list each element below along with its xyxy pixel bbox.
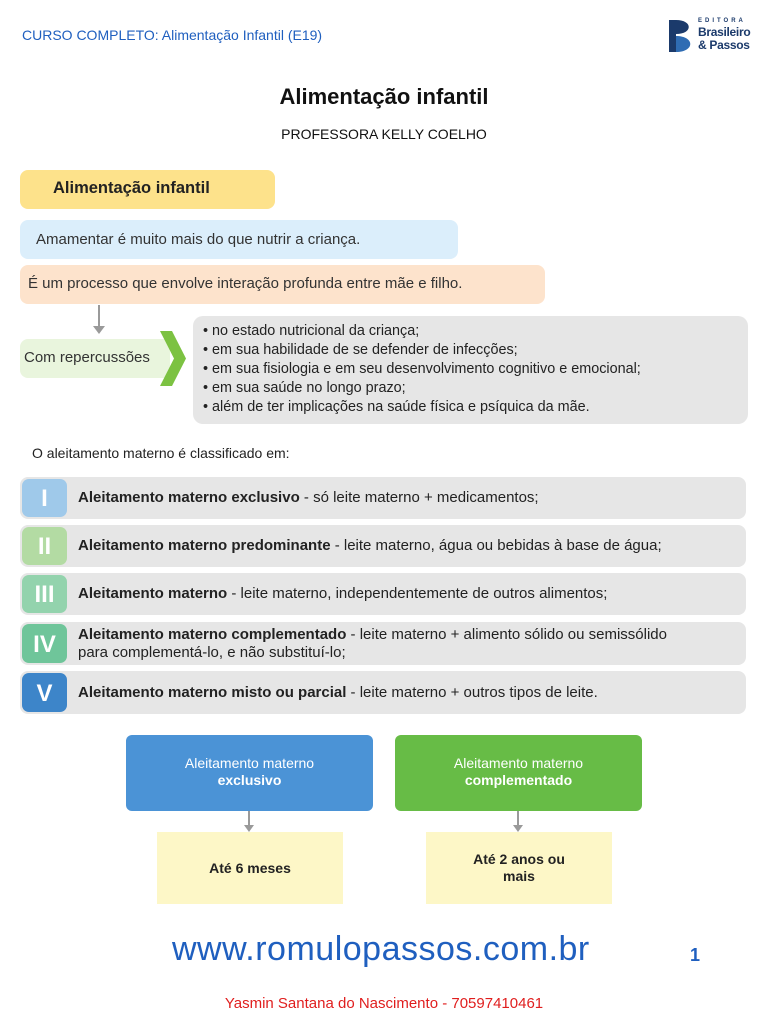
classification-text [78, 626, 678, 662]
page-title: Alimentação infantil [279, 84, 489, 109]
classification-text [78, 537, 662, 555]
classification-description: - leite materno + alimento sólido ou semissólido para complementá-lo, e não substituí-lo; [78, 626, 667, 661]
classification-term: Aleitamento materno predominante [78, 537, 331, 554]
classification-text [78, 585, 607, 603]
repercussion-item: • em sua fisiologia e em seu desenvolvimento cognitivo e emocional; [203, 361, 641, 377]
numeral-badge: I [22, 479, 67, 517]
repercussions-label-box: Com repercussões [20, 339, 170, 378]
flow-box-line2: exclusivo [217, 772, 282, 788]
flow-box-exclusive [126, 735, 373, 811]
flow-box-complemented [395, 735, 642, 811]
classification-intro: O aleitamento materno é classificado em: [32, 445, 290, 461]
classification-description: - só leite materno + medicamentos; [299, 489, 539, 506]
classification-description: - leite materno + outros tipos de leite. [346, 684, 598, 701]
classification-text [78, 489, 539, 507]
result-line1: Até 2 anos ou [473, 851, 565, 867]
flow-box-line1: Aleitamento materno [184, 755, 315, 771]
owner-watermark: Yasmin Santana do Nascimento - 70597410461 [224, 995, 544, 1012]
statement-box-2: É um processo que envolve interação profunda entre mãe e filho. [20, 265, 545, 304]
classification-term: Aleitamento materno exclusivo [78, 489, 300, 506]
classification-term: Aleitamento materno complementado [78, 626, 347, 643]
numeral-badge: II [22, 527, 67, 565]
classification-description: - leite materno, independentemente de outros alimentos; [227, 585, 608, 602]
classification-row-3 [20, 573, 746, 615]
arrow-down-icon [244, 825, 254, 832]
logo-editora-text: EDITORA [698, 18, 746, 24]
logo-mark-icon [669, 18, 695, 52]
arrow-down-icon [93, 326, 105, 334]
classification-row-4 [20, 622, 746, 665]
statement-box-1: Amamentar é muito mais do que nutrir a criança. [20, 220, 458, 259]
classification-description: - leite materno, água ou bebidas à base de água; [330, 537, 662, 554]
classification-term: Aleitamento materno [78, 585, 228, 602]
numeral-badge: III [22, 575, 67, 613]
publisher-logo [669, 18, 749, 54]
result-box-complemented [426, 832, 612, 904]
numeral-badge: IV [22, 624, 67, 663]
result-box-exclusive: Até 6 meses [157, 832, 343, 904]
classification-text [78, 684, 598, 702]
numeral-badge: V [22, 673, 67, 712]
classification-term: Aleitamento materno misto ou parcial [78, 684, 347, 701]
flow-box-line1: Aleitamento materno [453, 755, 584, 771]
course-header: CURSO COMPLETO: Alimentação Infantil (E19) [22, 27, 323, 43]
logo-text-line1: Brasileiro [698, 25, 751, 39]
classification-row-2 [20, 525, 746, 567]
flow-box-line2: complementado [464, 772, 573, 788]
page-number: 1 [690, 945, 701, 965]
chevron-right-icon [160, 331, 186, 386]
repercussion-item: • em sua saúde no longo prazo; [203, 380, 406, 396]
result-line2: mais [503, 868, 535, 884]
logo-text-line2: & Passos [698, 38, 750, 52]
classification-row-5 [20, 671, 746, 714]
section-title-box: Alimentação infantil [20, 170, 275, 209]
repercussion-item: • no estado nutricional da criança; [203, 323, 420, 339]
website-url[interactable]: www.romulopassos.com.br [172, 930, 590, 968]
repercussion-item: • além de ter implicações na saúde física e psíquica da mãe. [203, 399, 590, 415]
page-subtitle: PROFESSORA KELLY COELHO [281, 126, 487, 142]
repercussions-list [193, 316, 748, 424]
arrow-down-icon [513, 825, 523, 832]
classification-row-1 [20, 477, 746, 519]
repercussion-item: • em sua habilidade de se defender de infecções; [203, 342, 518, 358]
